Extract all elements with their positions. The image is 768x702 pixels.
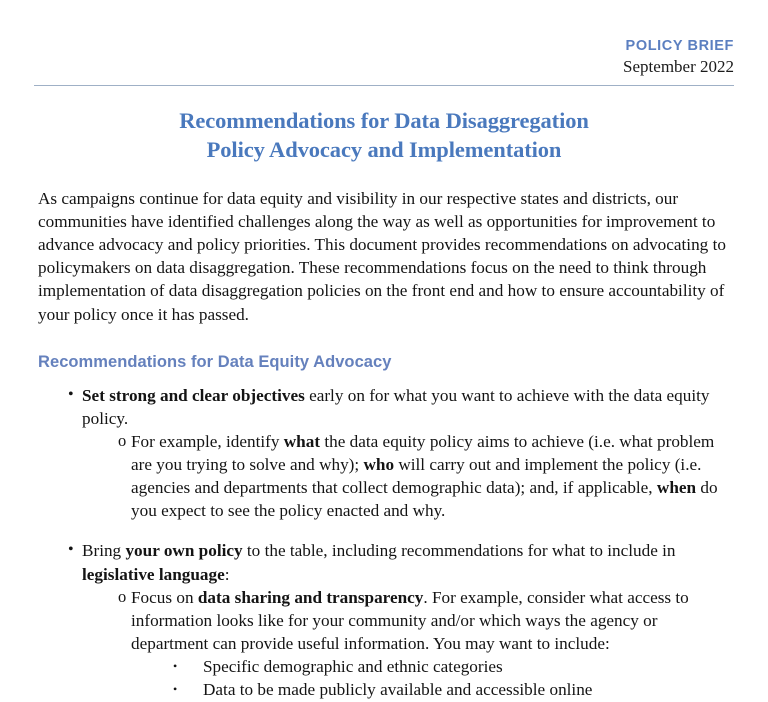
bullet-marker-icon: • (68, 385, 74, 403)
list-item-text: to the table, including recommendations for what to include in (242, 541, 676, 561)
list-item-emphasis: what (283, 431, 321, 451)
list-item (68, 384, 734, 430)
section-heading-data-equity-advocacy: Recommendations for Data Equity Advocacy (38, 352, 392, 371)
list-item-emphasis: Set strong and clear objectives (82, 385, 305, 405)
list-item-text: early on for what you want to achieve with the data equity policy. (82, 385, 710, 428)
recommendations-list (34, 384, 734, 702)
page-title-line-2: Policy Advocacy and Implementation (206, 137, 562, 163)
circle-marker-icon: o (118, 430, 127, 450)
header-divider (34, 85, 734, 86)
list-item-text: . For example, consider what access to information looks like for your community and/or which ways the agency or department can provide useful information. You may want to include: (131, 587, 689, 653)
list-item (173, 655, 734, 678)
list-item-text: the data equity policy aims to achieve (i.e. what problem are you trying to solve and why); (131, 431, 715, 475)
publication-date: September 2022 (623, 56, 734, 76)
bullet-marker-icon: • (68, 541, 74, 559)
list-item-emphasis: when (656, 478, 697, 498)
list-item (118, 586, 734, 655)
list-item-emphasis: your own policy (125, 541, 243, 561)
list-item-text: : (224, 564, 230, 584)
list-item-emphasis: legislative language (82, 564, 225, 584)
list-item-text: Focus on (131, 587, 198, 607)
list-item-text: will carry out and implement the policy (i.e. agencies and departments that collect demographic data); and, if applicable, (131, 455, 702, 498)
list-item-text: Specific demographic and ethnic categories (203, 657, 503, 677)
list-item (118, 430, 734, 523)
intro-paragraph: As campaigns continue for data equity and visibility in our respective states and districts, our communities have identified challenges along the way as well as opportunities for improvement to advance advocacy and policy priorities. This document provides recommendations on advocating to policymakers on data disaggregation. These recommendations focus on the need to think through implementation of data disaggregation policies on the front end and how to ensure accountability of your policy once it has passed. (38, 188, 726, 324)
list-item-emphasis: data sharing and transparency (197, 587, 424, 607)
masthead (34, 0, 734, 86)
list-item-emphasis: who (363, 455, 395, 475)
list-item-text: Data to be made publicly available and accessible online (203, 680, 593, 700)
list-item-text: For example, identify (131, 431, 284, 451)
policy-brief-label: POLICY BRIEF (625, 38, 734, 54)
page-title (34, 106, 734, 165)
list-item-text: do you expect to see the policy enacted and why. (131, 478, 718, 521)
small-bullet-marker-icon: • (173, 659, 178, 674)
list-item-text: Bring (82, 541, 126, 561)
page-title-line-1: Recommendations for Data Disaggregation (179, 107, 589, 133)
circle-marker-icon: o (118, 586, 127, 606)
list-item (68, 539, 734, 585)
small-bullet-marker-icon: • (173, 682, 178, 697)
